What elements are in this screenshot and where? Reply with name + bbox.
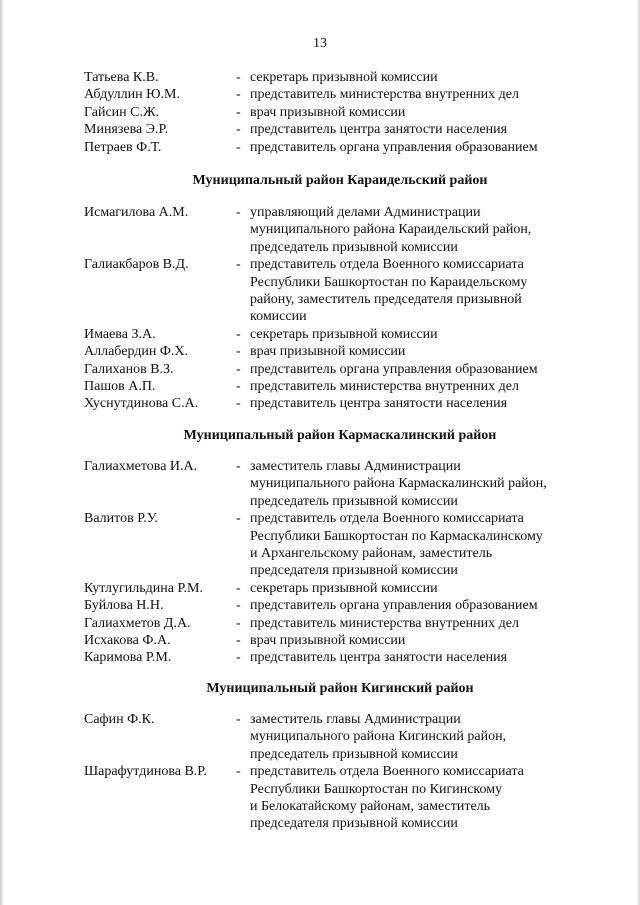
member-row: [84, 711, 594, 763]
member-role: представитель министерства внутренних дел: [250, 615, 519, 631]
member-name: Гайсин С.Ж.: [84, 104, 160, 120]
member-list: [84, 204, 594, 413]
member-role: представитель отдела Военного комиссариата Республики Башкортостан по Кармаскалинскому и Архангельскому районам, заместитель председателя призывной комиссии: [250, 511, 543, 579]
scan-edge-right: [636, 0, 640, 905]
member-name: Галиахметов Д.А.: [84, 615, 191, 631]
member-row: [84, 139, 594, 156]
member-row: [84, 763, 594, 833]
member-role: представитель министерства внутренних дел: [250, 379, 519, 395]
scan-edge-left: [0, 0, 4, 905]
member-name: Минязева Э.Р.: [84, 122, 169, 138]
member-row: [84, 632, 594, 649]
member-role: представитель органа управления образованием: [250, 139, 538, 155]
dash: -: [236, 361, 241, 377]
member-name: Хуснутдинова С.А.: [84, 396, 199, 412]
section-title: Муниципальный район Кигинский район: [206, 681, 474, 696]
section-title: Муниципальный район Кармаскалинский район: [183, 428, 497, 443]
member-row: [84, 343, 594, 360]
member-name: Пашов А.П.: [84, 379, 156, 395]
section-title: Муниципальный район Караидельский район: [192, 173, 488, 188]
member-row: [84, 580, 594, 597]
dash: -: [236, 615, 241, 631]
member-row: [84, 121, 594, 138]
member-name: Галиакбаров В.Д.: [84, 257, 189, 273]
member-row: [84, 361, 594, 378]
member-role: секретарь призывной комиссии: [250, 326, 438, 342]
member-role: представитель министерства внутренних дел: [250, 87, 519, 103]
member-name: Шарафутдинова В.Р.: [84, 764, 207, 780]
dash: -: [236, 257, 241, 273]
member-role: врач призывной комиссии: [250, 104, 406, 120]
member-row: [84, 104, 594, 121]
member-role: секретарь призывной комиссии: [250, 70, 438, 85]
dash: -: [236, 104, 241, 120]
member-row: [84, 86, 594, 103]
member-role: представитель органа управления образованием: [250, 598, 538, 614]
member-name: Исмагилова А.М.: [84, 205, 189, 220]
member-role: управляющий делами Администрации муниципального района Караидельский район, председатель призывной комиссии: [250, 205, 532, 255]
member-name: Абдуллин Ю.М.: [84, 87, 180, 103]
member-role: врач призывной комиссии: [250, 344, 406, 360]
member-role: заместитель главы Администрации муниципального района Кармаскалинский район, председатель призывной комиссии: [250, 459, 547, 509]
member-row: [84, 204, 594, 256]
dash: -: [236, 344, 241, 360]
member-role: представитель центра занятости населения: [250, 122, 508, 138]
member-row: [84, 378, 594, 395]
dash: -: [236, 712, 241, 727]
member-row: [84, 395, 594, 412]
dash: -: [236, 379, 241, 395]
member-role: заместитель главы Администрации муниципального района Кигинский район, председатель призывной комиссии: [250, 712, 507, 762]
dash: -: [236, 580, 241, 596]
dash: -: [236, 122, 241, 138]
member-name: Буйлова Н.Н.: [84, 598, 164, 614]
member-name: Аллабердин Ф.Х.: [84, 344, 189, 360]
member-list: [84, 458, 594, 667]
member-role: представитель центра занятости населения: [250, 650, 508, 666]
member-name: Исхакова Ф.А.: [84, 633, 171, 649]
member-name: Петраев Ф.Т.: [84, 139, 162, 155]
member-name: Имаева З.А.: [84, 326, 156, 342]
dash: -: [236, 326, 241, 342]
member-name: Кутлугильдина Р.М.: [84, 580, 203, 596]
member-row: [84, 458, 594, 510]
member-list-continued: [84, 69, 594, 156]
member-name: Галиахметова И.А.: [84, 459, 198, 474]
member-row: [84, 510, 594, 580]
dash: -: [236, 764, 241, 780]
member-row: [84, 256, 594, 326]
member-row: [84, 69, 594, 86]
member-role: представитель центра занятости населения: [250, 396, 508, 412]
member-role: врач призывной комиссии: [250, 633, 406, 649]
dash: -: [236, 633, 241, 649]
member-row: [84, 326, 594, 343]
dash: -: [236, 139, 241, 155]
member-row: [84, 597, 594, 614]
page-number: 13: [313, 36, 327, 51]
member-role: секретарь призывной комиссии: [250, 580, 438, 596]
member-name: Каримова Р.М.: [84, 650, 172, 666]
dash: -: [236, 87, 241, 103]
member-row: [84, 615, 594, 632]
dash: -: [236, 598, 241, 614]
member-list: [84, 711, 594, 833]
member-name: Сафин Ф.К.: [84, 712, 155, 727]
dash: -: [236, 396, 241, 412]
member-name: Татьева К.В.: [84, 70, 159, 85]
member-role: представитель органа управления образованием: [250, 361, 538, 377]
dash: -: [236, 650, 241, 666]
member-name: Галиханов В.З.: [84, 361, 174, 377]
dash: -: [236, 70, 241, 85]
member-row: [84, 649, 594, 666]
dash: -: [236, 459, 241, 474]
member-role: представитель отдела Военного комиссариата Республики Башкортостан по Караидельскому району, заместитель председателя призывной комиссии: [250, 257, 528, 325]
member-name: Валитов Р.У.: [84, 511, 158, 527]
dash: -: [236, 511, 241, 527]
dash: -: [236, 205, 241, 220]
member-role: представитель отдела Военного комиссариата Республики Башкортостан по Кигинскому и Белокатайскому районам, заместитель председателя призывной комиссии: [250, 764, 524, 832]
